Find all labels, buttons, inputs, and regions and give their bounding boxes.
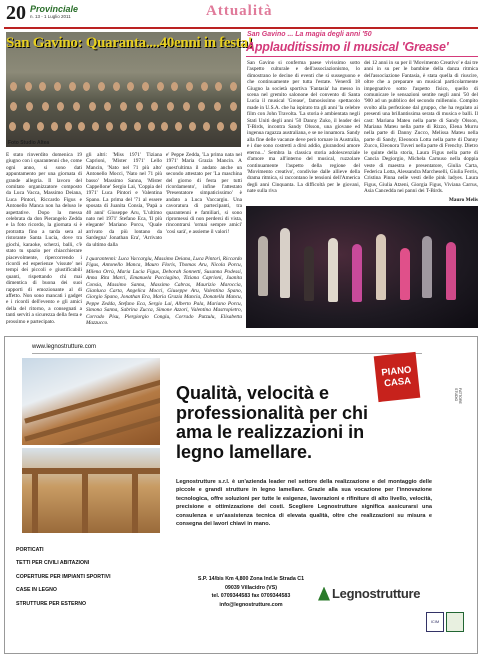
side-code: FATTORE STUDIO [454, 388, 462, 404]
header-rule [4, 27, 478, 29]
quality-badge-icon [446, 612, 464, 632]
certification-icon: ICIM [426, 612, 444, 632]
timber-roof-photo [22, 358, 160, 445]
ad-body: Legnostrutture s.r.l. è un'azienda leader nel settore della realizzazione e del montaggio delle piccole e grandi strutture in legno lamellare. Grazie alla sua vocazione per l'innovazione tecnologica, offre soluzioni per tutte le esigenze, lavorazioni e rifiniture di alto livello, velocità, precisione e ottimizzazione dei costi. Scegliere Legnostrutture significa assicurarsi una consulenza e un'assistenza tecnica di elevata qualità, oltre che realizzazioni su misura e consegna dei lavori chiavi in mano. [176, 479, 432, 528]
section-title: Attualità [206, 3, 273, 19]
participants-list: I quarantenni: Luca Vaccargiu, Massimo Deiana, Luca Pintori, Riccardo Figus, Antonello Manca, Mauro Floris, Thomas Aru, Nicola Porcu, Milena Orrù, Maria Lucia Figus, Deborah Sonnetti, Susanna Podessi, Anna Rita Marci, Emanuela Pacciagino, Tiziana Caprioni, Juanita Consia, Massimo Sanna, Massimo Cabras, Maurizio Maroccia, Gianluca Carta, Angelica Mocci, Giuseppe Aru, Valentina Spano, Giorgio Spano, Jonathan Era, Maria Grazia Mancia, Donatella Mancu, Peppe Zedda, Stefano Eca, Sergio Lai, Alberto Pala, Mariano Porcu, Simona Sanna, Sabrina Zucca, Simone Azzori, Valentina Mastropietro, Corrado Pisu, Piergiorgio Congiu, Corrado Putzulu, Elisabetta Mazzucco. [86, 256, 242, 327]
issue-date: n. 13 - 1 Luglio 2011 [30, 14, 71, 19]
article-body: e' Peppe Zedda, 'La prima nata nel 1971' Maria Grazia Mancin. A quest'ultima il andato anche un secondo attestato per 'La maschina del giorno di festa per tutti ricordamento', infine l'attestato 'Presentatore simpaticissimo' è andato a Luca Vaccargiu. Una cavoratura di partecipanti, tra quarantenni e familiari, si sono ripromessi di non perdersi di vista, rincontrarsi 'ormai sempre amici' 'così sarà', e assieme il valori! [166, 152, 242, 235]
musical-photo [246, 206, 478, 328]
logo-text: Legnostrutture [332, 586, 421, 601]
brand-logo [318, 586, 420, 601]
promo-badge: PIANO CASA [374, 352, 421, 402]
address: S.P. 14/bis Km 4,800 Zona Ind.le Strada C1 [197, 576, 305, 582]
service-item: COPERTURE PER IMPIANTI SPORTIVI [16, 573, 111, 580]
service-item: STRUTTURE PER ESTERNO [16, 600, 87, 607]
masthead: Provinciale [30, 4, 79, 14]
article-kicker: San Gavino ... La magia degli anni '50 [247, 31, 372, 38]
contact-block [188, 575, 314, 609]
tree-icon [318, 587, 330, 601]
article-title: San Gavino: Quaranta....40enni in festa! [6, 35, 253, 51]
title-rule [246, 56, 478, 57]
ad-headline: Qualità, velocità e professionalità per chi ama le realizzazioni in legno lamellare. [176, 383, 369, 462]
article-column [364, 60, 478, 196]
service-item: CASE IN LEGNO [16, 587, 57, 594]
article-body: dei 12 anni in su per il 'Movimento Creativo' e dai tre anni in su per le bambine della danza ritmica dell'associazione Fantasia, è stata quella di riuscire, oltre che a preparare un musical particolarmente impegnativo sotto l'aspetto fisico, quello di comunicare le sensazioni sentite negli anni '50 del '900 ad un pubblico del secondo millennio. Compito svolto alla perfezione dal gruppo, che ha regalato ai presenti una brillantissima serata di musica e balli. Il cast: Mariana Mateu nella parte di Sandy Olsson, Mariana Mateu nella parte di Rizzo, Elena Murru nella parte di Danny Zucco, Melissa Mateu nella parte di Sandy, Eleonora Lotta nella parte di Danny Zucco, Eleonora Tuveri nella parte di Frenchy. Dietro le quinte della storia, Laura Figus nella parte di Cancia Degiorgio, Michela Carnuso nella doppia veste di maestra e presentatore, Giulia Carta, Federica Lotta, Alessandra Marcheselli, Giulia Ferris, Cristina Pinna nelle vesti delle pink ladyes. Laura Figus, Giulia Atzeni, Giorgia Figus, Viviana Carrus, Asia Cancedda nei panni dei T-Birds. [364, 60, 478, 195]
service-item: PORTICATI [16, 547, 44, 553]
email-link[interactable]: info@legnostrutture.com [219, 601, 283, 608]
phone: tel. 0709344583 fax 0709344583 [211, 593, 291, 599]
service-item: TETTI PER CIVILI ABITAZIONI [16, 560, 90, 567]
article-signature: Mauro Melis [448, 197, 478, 203]
ad-website[interactable]: www.legnostrutture.com [32, 344, 97, 350]
article-body: È stato rinverdito domenica 19 giugno con i quarantenni che, come ogni anno, si sono dati appuntamento per una giornata di grande allegria. Il lavoro del comitato organizzatore composto da Luca Vacca, Massimo Deiana, Luca Pintori, Riccardo Figus e Antonello Manca non ha deluso le aspettative. Dopo la messa celebrata da don Pierangelo Zedda e la foto ricordo, la giornata si è protratta fino a tarda sera al ristorante Santa Lucia, dove tra giochi, karaoke, scherzi, balli, c'è stato tu spazio per chiacchierare piacevolmente, ripercorrendo i ricordi ed esperienze 'vissute' nei tempi dei piccoli e giustificabili quanti, rispettando chi mai dimentica di buona dei suoi rapporti di emozionante al di affetto. Non sono mancati i gadget e i ricordi dell'evento e gli amici della del ritorno, a consegnati a tanti serviti a sicurezza della festa e prossimo e partecipato. [6, 152, 82, 325]
article-column [6, 152, 82, 330]
photo-credit: Foto Studio Altea [8, 140, 50, 146]
article-body: gli altri: 'Miss 1971' Tiziana Caprioni, 'Mister 1971' Lello Mancin, 'Nato nel 71 più alto' Antonello Mocci, 'Nato nel 71 più basso' Massimo Sanna, 'Mister Cappellone' Sergio Lai, 'Coppia del 1971' Luca Pintori e Valentina Spano. La prima del '71 al essere sposata di Juanita Consia, 'Papà a 40 anni' Giuseppe Aru, 'L'ultimo nato nel 1971' Stefano Eca, 'Il più elegante' Mariano Porcu, 'Quale arrivato da più lontano da Sardegna' Jonathan Era', 'Arrivato da ultimo dalla [86, 152, 162, 248]
timber-structure-photo [22, 448, 160, 533]
article-column [247, 60, 360, 204]
ad-rule [32, 353, 422, 354]
services-list [16, 544, 111, 611]
city: 09039 Villacidro (VS) [224, 584, 277, 591]
page-number: 20 [6, 2, 26, 24]
article-body: San Gavino si conferma paese vivissimo sotto l'aspetto culturale e dell'associazionismo, lo dimostrano le decine di eventi che si susseguono e che continuamente per tutta l'estate. Venerdì 18 Giugno la società sportiva 'Fantasia' ha messo in scena nel gremito salonone del convento di Santa Lucia il musical 'Grease', famosissimo spettacolo made in U.S.A. che ha ispirato tra gli anni 'la celebre film con John Travolta. 'La storia è ambientata negli Stati Uniti degli anni '50 Danny Zuko, il leader dei T-Birds, incontra Sandy Olsson, una giovane ed ingenua ragazza australiana, e se ne innamora. Sandy alla fine delle vacanze deve però tornare in Australia, e i due sono costretti a dirsi addio, giurandosi amore eterno...' Sembra la classica storia adolescenziale d'amore ma all'interno del musical, ruzzolare continuamente l'aspetto della regione del 'Movimento creativo', condivise dalle allieve della drama ritmica, si raccontano le tensioni dell'America degli anni Cinquanta. La difficoltà per le giovani, nate sulla riva [247, 60, 360, 195]
article-title: Applauditissimo il musical 'Grease' [246, 40, 449, 54]
article-column [86, 152, 162, 254]
article-column [166, 152, 242, 254]
